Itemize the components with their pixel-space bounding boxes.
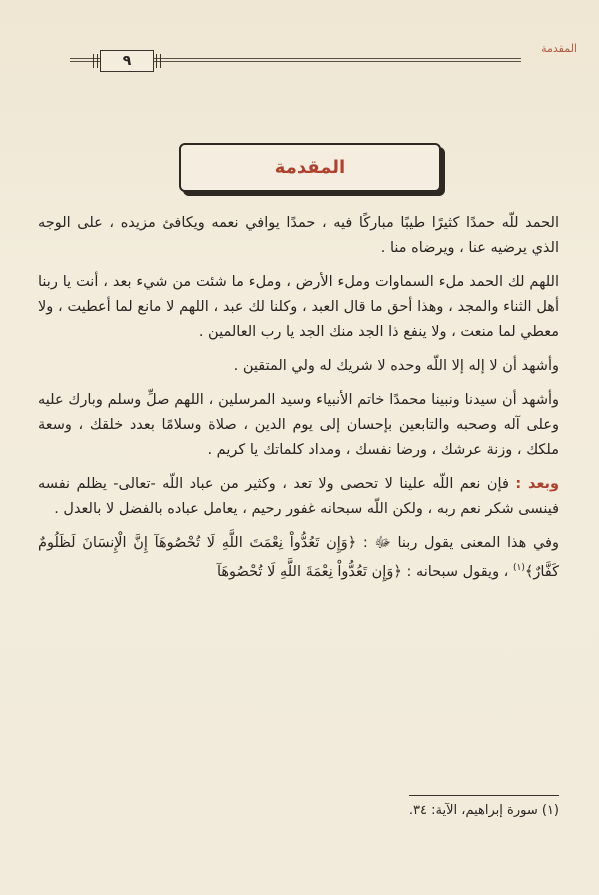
paragraph-allahumma: اللهم لك الحمد ملء السماوات وملء الأرض ، وملء ما شئت من شيء بعد ، أنت يا ربنا أهل الثناء والمجد ، وهذا أحق ما قال العبد ، وكلنا لك عبد ، اللهم لا مانع لما أعطيت ، ولا معطي لما منعت ، ولا ينفع ذا الجد منك الجد يا رب العالمين . bbox=[38, 274, 559, 340]
page-number: ٩ bbox=[100, 50, 154, 72]
verse-intro: وفي هذا المعنى يقول ربنا ﷻ : bbox=[356, 535, 559, 551]
wabad-text: فإن نعم اللّه علينا لا تحصى ولا تعد ، وكثير من عباد اللّه -تعالى- يظلم نفسه فينسى شكر نعم ربه ، ولكن اللّه سبحانه غفور رحيم ، يعامل عباده بالفضل لا بالعدل . bbox=[38, 476, 559, 517]
footnote-rule bbox=[409, 795, 559, 796]
verse-middle: ، ويقول سبحانه : bbox=[401, 563, 513, 580]
paragraph-quran-verses bbox=[38, 531, 559, 585]
paragraph-shahada: وأشهد أن لا إله إلا اللّه وحده لا شريك له ولي المتقين . bbox=[233, 358, 559, 374]
paragraph-praise: الحمد للّه حمدًا كثيرًا طيبًا مباركًا فيه ، حمدًا يوافي نعمه ويكافئ مزيده ، على الوجه الذي يرضيه عنا ، ويرضاه منا . bbox=[38, 215, 559, 256]
chapter-title-box bbox=[179, 143, 441, 192]
chapter-title: المقدمة bbox=[274, 157, 346, 178]
footnote-ref: (١) bbox=[512, 563, 525, 573]
quran-verse-1: ﴿وَإِن تَعُدُّواْ نِعْمَتَ اللَّهِ لَا تُحْصُوهَآ إِنَّ الْإِنسَانَ لَظَلُومٌ كَفَّارٌ﴾ bbox=[38, 535, 559, 580]
footnote: (١) سورة إبراهيم، الآية: ٣٤. bbox=[408, 803, 559, 818]
body-text bbox=[38, 211, 559, 594]
wabad-keyword: وبعد : bbox=[515, 476, 559, 492]
paragraph-wabad bbox=[38, 472, 559, 522]
quran-verse-2: ﴿وَإِن تَعُدُّواْ نِعْمَةَ اللَّهِ لَا تُحْصُوهَآ bbox=[216, 563, 402, 580]
paragraph-salawat: وأشهد أن سيدنا ونبينا محمدًا خاتم الأنبياء وسيد المرسلين ، اللهم صلِّ وسلم وبارك عليه وعلى آله وصحبه والتابعين بإحسان إلى يوم الدين ، صلاة وسلامًا بعدد خلقك ، وسعة ملكك ، وزنة عرشك ، ورضا نفسك ، ومداد كلماتك يا كريم . bbox=[38, 392, 559, 458]
running-head: المقدمة bbox=[541, 42, 577, 55]
